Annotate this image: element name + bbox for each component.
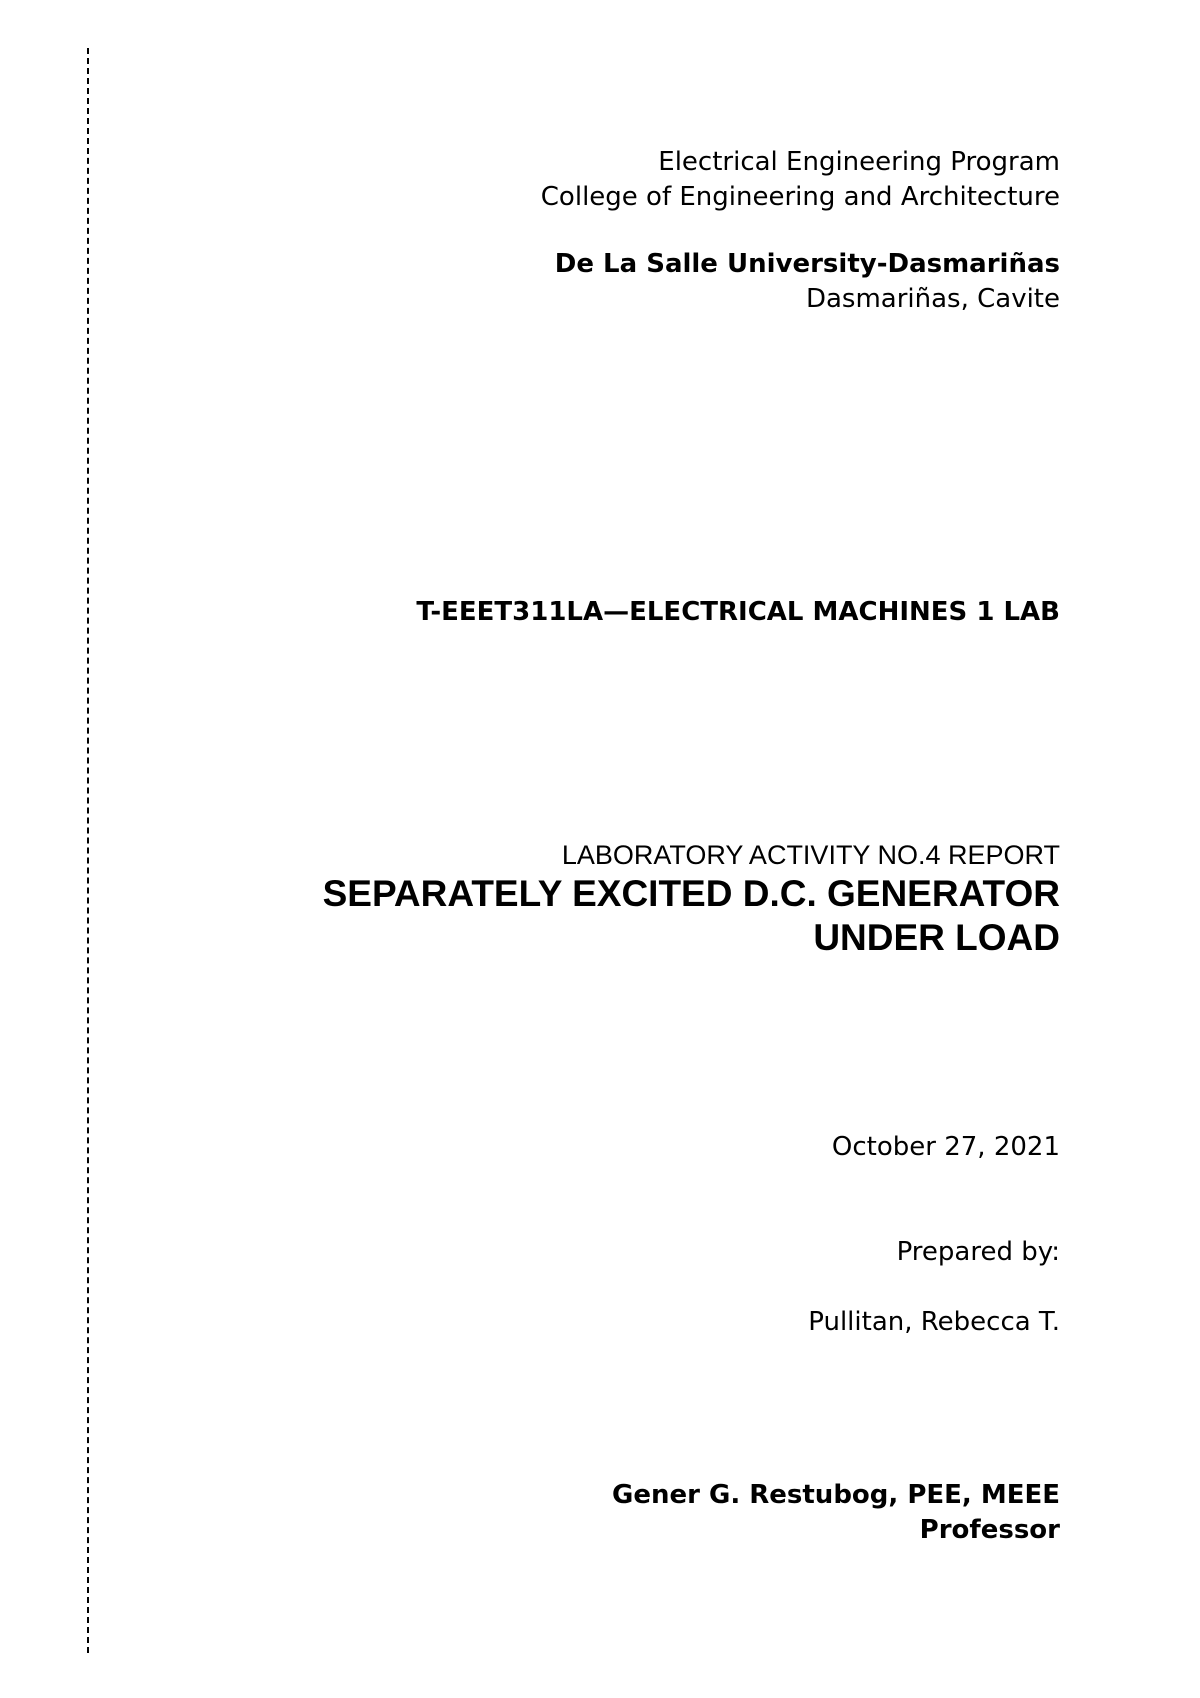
program-name: Electrical Engineering Program	[658, 147, 1060, 177]
university-location: Dasmariñas, Cavite	[805, 284, 1060, 314]
activity-label	[562, 838, 1060, 873]
professor-name: Gener G. Restubog, PEE, MEEE	[611, 1480, 1060, 1510]
report-title	[323, 872, 1060, 960]
professor-block	[612, 1478, 1060, 1548]
course-code-title: T-EEET311LA—ELECTRICAL MACHINES 1 LAB	[416, 597, 1060, 627]
report-title-line-1: SEPARATELY EXCITED D.C. GENERATOR	[322, 873, 1060, 914]
author-name-text: Pullitan, Rebecca T.	[808, 1307, 1060, 1337]
university-block	[555, 247, 1060, 317]
activity-number: LABORATORY ACTIVITY NO.4 REPORT	[561, 840, 1060, 870]
prepared-by-label	[897, 1235, 1060, 1270]
report-title-line-2: UNDER LOAD	[813, 917, 1060, 958]
date-text: October 27, 2021	[831, 1132, 1060, 1162]
course-title	[416, 595, 1060, 630]
author-name	[808, 1305, 1060, 1340]
report-date	[832, 1130, 1060, 1165]
college-name: College of Engineering and Architecture	[540, 182, 1060, 212]
prepared-label-text: Prepared by:	[896, 1237, 1060, 1267]
university-name: De La Salle University-Dasmariñas	[554, 249, 1060, 279]
professor-role: Professor	[919, 1515, 1060, 1545]
institution-header	[541, 145, 1060, 215]
dashed-margin-line	[87, 48, 89, 1653]
